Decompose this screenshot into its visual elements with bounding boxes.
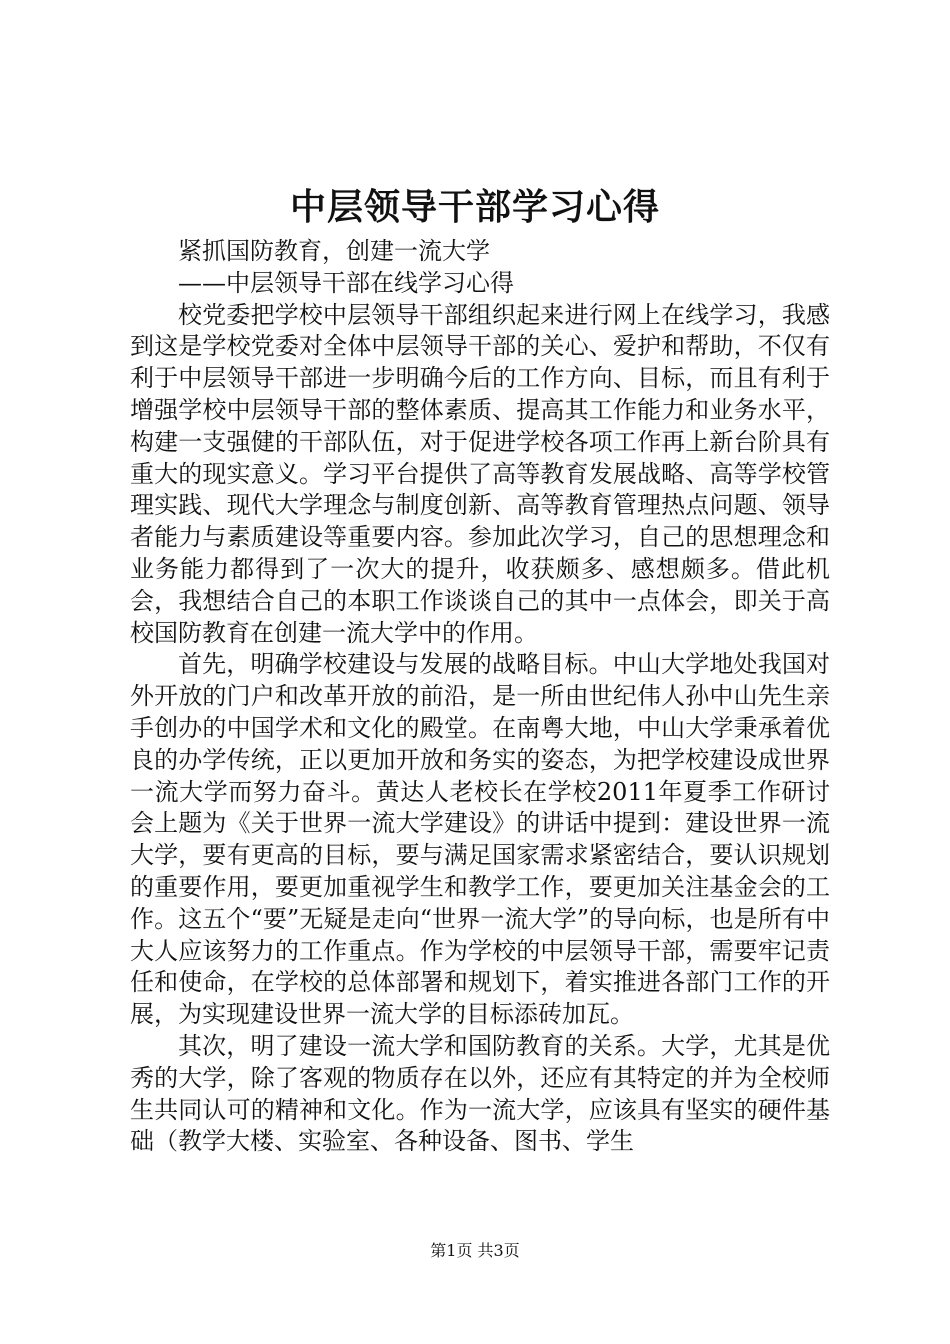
- paragraph-2: 首先，明确学校建设与发展的战略目标。中山大学地处我国对外开放的门户和改革开放的前沿，是一所由世纪伟人孙中山先生亲手创办的中国学术和文化的殿堂。在南粤大地，中山大学秉承着优良的办学传统，正以更加开放和务实的姿态，为把学校建设成世界一流大学而努力奋斗。黄达人老校长在学校2011年夏季工作研讨会上题为《关于世界一流大学建设》的讲话中提到：建设世界一流大学，要有更高的目标，要与满足国家需求紧密结合，要认识规划的重要作用，要更加重视学生和教学工作，要更加关注基金会的工作。这五个“要”无疑是走向“世界一流大学”的导向标，也是所有中大人应该努力的工作重点。作为学校的中层领导干部，需要牢记责任和使命，在学校的总体部署和规划下，着实推进各部门工作的开展，为实现建设世界一流大学的目标添砖加瓦。: [130, 650, 830, 1029]
- page-title: 中层领导干部学习心得: [289, 186, 660, 228]
- document-body: [130, 236, 830, 1158]
- byline: ——中层领导干部在线学习心得: [178, 268, 514, 297]
- page-footer: 第1页 共3页: [430, 1241, 520, 1260]
- subtitle: 紧抓国防教育，创建一流大学: [178, 237, 490, 265]
- paragraph-3: 其次，明了建设一流大学和国防教育的关系。大学，尤其是优秀的大学，除了客观的物质存在以外，还应有其特定的并为全校师生共同认可的精神和文化。作为一流大学，应该具有坚实的硬件基础（教学大楼、实验室、各种设备、图书、学生: [130, 1031, 830, 1156]
- paragraph-1: 校党委把学校中层领导干部组织起来进行网上在线学习，我感到这是学校党委对全体中层领导干部的关心、爱护和帮助，不仅有利于中层领导干部进一步明确今后的工作方向、目标，而且有利于增强学校中层领导干部的整体素质、提高其工作能力和业务水平，构建一支强健的干部队伍，对于促进学校各项工作再上新台阶具有重大的现实意义。学习平台提供了高等教育发展战略、高等学校管理实践、现代大学理念与制度创新、高等教育管理热点问题、领导者能力与素质建设等重要内容。参加此次学习，自己的思想理念和业务能力都得到了一次大的提升，收获颇多、感想颇多。借此机会，我想结合自己的本职工作谈谈自己的其中一点体会，即关于高校国防教育在创建一流大学中的作用。: [130, 300, 830, 647]
